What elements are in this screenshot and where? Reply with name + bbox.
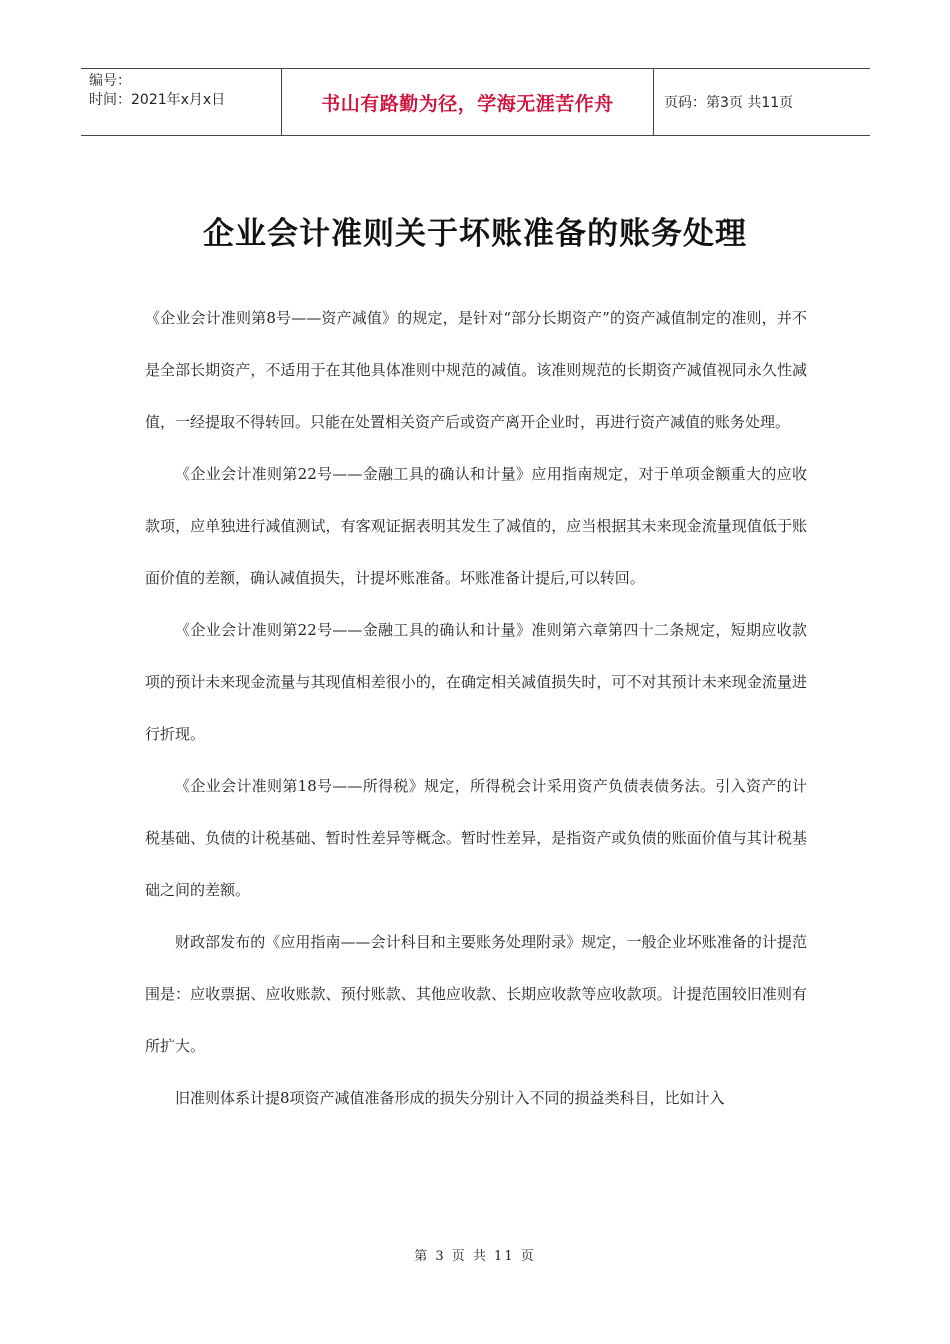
document-time-label: 时间：2021年x月x日 <box>89 92 226 108</box>
paragraph-3: 《企业会计准则第22号——金融工具的确认和计量》准则第六章第四十二条规定，短期应收款项的预计未来现金流量与其现值相差很小的，在确定相关减值损失时，可不对其预计未来现金流量进行折现。 <box>145 621 807 743</box>
header-meta-cell <box>81 69 281 135</box>
header-motto: 书山有路勤为径，学海无涯苦作舟 <box>321 92 614 115</box>
header-page-info: 页码：第3页 共11页 <box>664 95 794 111</box>
paragraph-4: 《企业会计准则第18号——所得税》规定，所得税会计采用资产负债表债务法。引入资产的计税基础、负债的计税基础、暂时性差异等概念。暂时性差异，是指资产或负债的账面价值与其计税基础之间的差额。 <box>145 777 807 899</box>
paragraph-5: 财政部发布的《应用指南——会计科目和主要账务处理附录》规定，一般企业坏账准备的计提范围是：应收票据、应收账款、预付账款、其他应收款、长期应收款等应收款项。计提范围较旧准则有所扩大。 <box>145 933 807 1055</box>
document-number-label: 编号： <box>89 73 131 89</box>
paragraph-6: 旧准则体系计提8项资产减值准备形成的损失分别计入不同的损益类科目，比如计入 <box>175 1089 725 1107</box>
page-footer: 第 3 页 共 11 页 <box>414 1249 536 1264</box>
header-motto-cell <box>281 69 654 135</box>
paragraph-1: 《企业会计准则第8号——资产减值》的规定，是针对“部分长期资产”的资产减值制定的准则，并不是全部长期资产，不适用于在其他具体准则中规范的减值。该准则规范的长期资产减值视同永久性减值，一经提取不得转回。只能在处置相关资产后或资产离开企业时，再进行资产减值的账务处理。 <box>145 309 807 431</box>
document-body <box>145 292 807 1124</box>
document-title: 企业会计准则关于坏账准备的账务处理 <box>203 216 747 252</box>
header-page-cell <box>654 69 870 135</box>
paragraph-2: 《企业会计准则第22号——金融工具的确认和计量》应用指南规定，对于单项金额重大的应收款项，应单独进行减值测试，有客观证据表明其发生了减值的，应当根据其未来现金流量现值低于账面价值的差额，确认减值损失，计提坏账准备。坏账准备计提后,可以转回。 <box>145 465 807 587</box>
header-table <box>81 68 870 136</box>
